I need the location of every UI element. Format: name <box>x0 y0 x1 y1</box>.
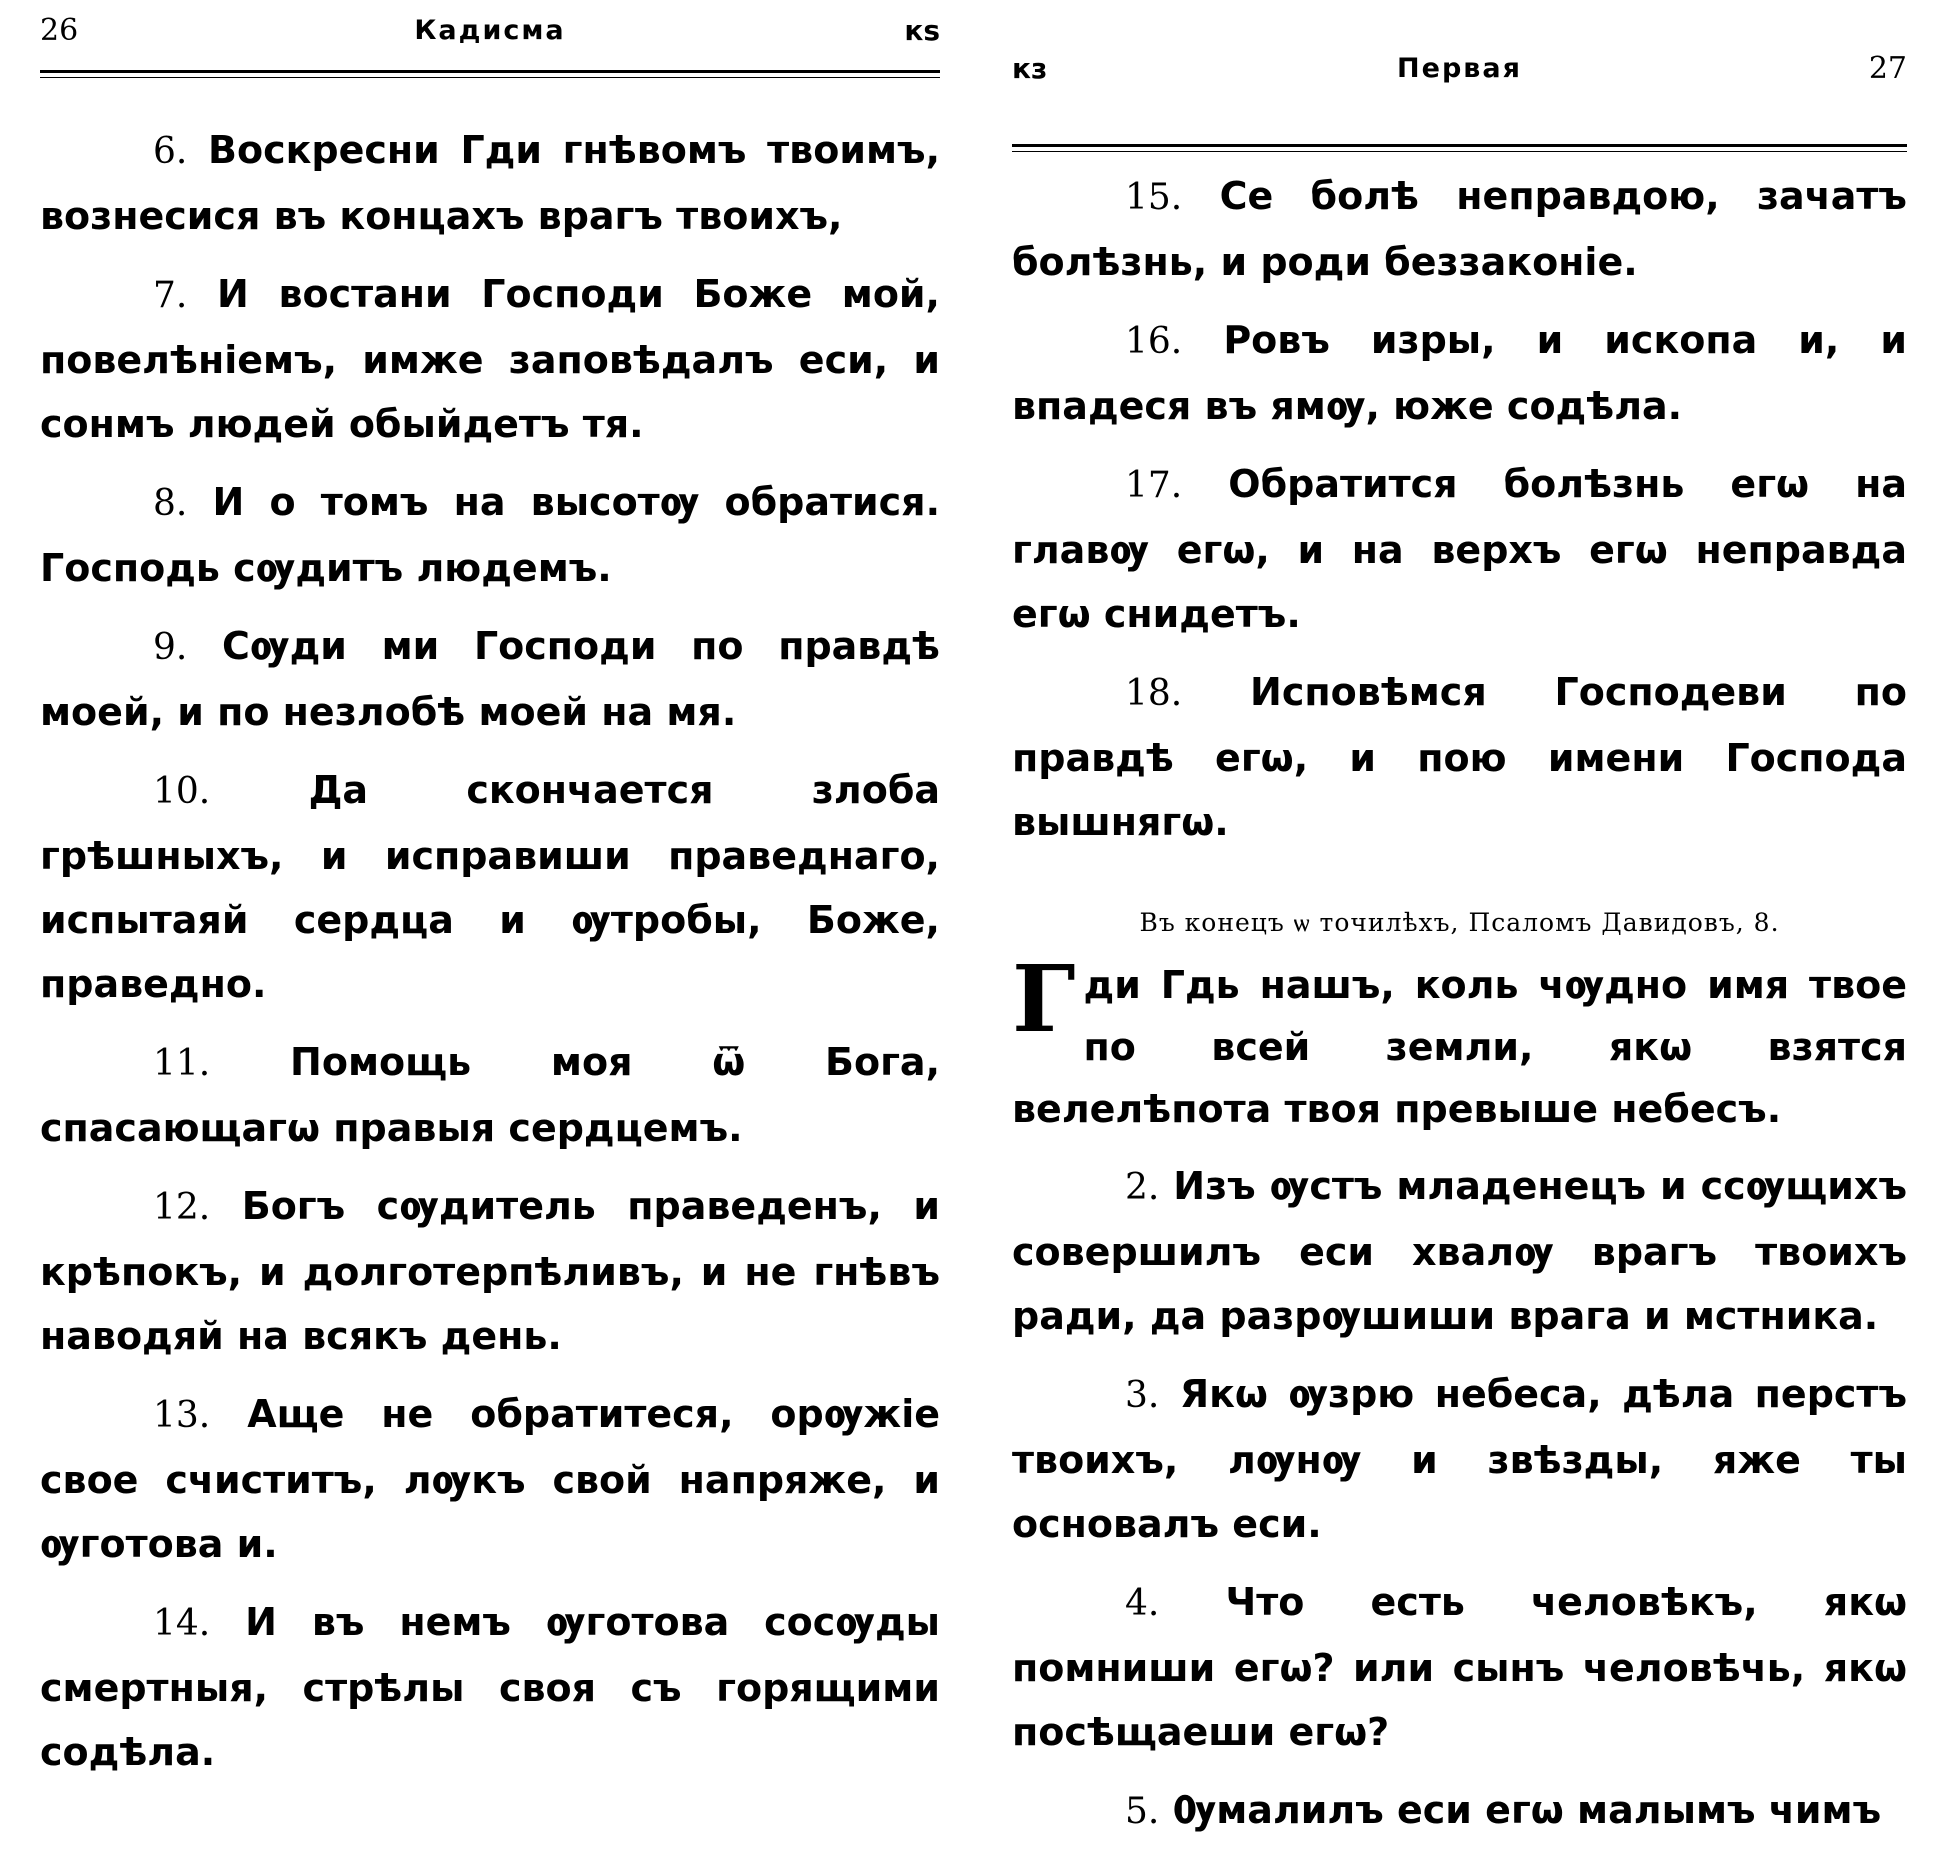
verse-text: Сѹди ми Господи по правдѣ моей, и по незлобѣ моей на мя. <box>40 624 940 734</box>
left-page <box>40 0 941 1774</box>
left-verses <box>40 118 940 1798</box>
page-number: 26 <box>40 13 79 48</box>
verse-number: 9. <box>153 627 188 668</box>
psalm-heading: Въ конецъ ѡ точилѣхъ, Псаломъ Давидовъ, 8. <box>1139 908 1780 937</box>
verse-number: 11. <box>153 1043 211 1084</box>
verse-number: 15. <box>1125 177 1183 218</box>
verse-text: ди Гдь нашъ, коль чѹдно имя твое по всей земли, якѡ взятся велелѣпота твоя превыше небесъ. <box>1012 963 1907 1131</box>
verse-number: 13. <box>153 1395 211 1436</box>
verse <box>40 1590 940 1784</box>
verse-number: 3. <box>1125 1375 1160 1416</box>
verse-text: Помощь моя ѿ Бога, спасающагѡ правыя сердцемъ. <box>40 1040 940 1150</box>
verse-text: Воскресни Гди гнѣвомъ твоимъ, вознесися въ концахъ врагъ твоихъ, <box>40 128 940 238</box>
verse <box>40 1030 940 1160</box>
verse <box>1012 452 1907 646</box>
verse-text: Ѹмалилъ еси егѡ малымъ чимъ <box>1172 1788 1882 1832</box>
running-title: Кадисма <box>414 15 566 46</box>
psalm-opening <box>1012 945 1907 1140</box>
verse <box>1012 308 1907 438</box>
verse-number: 16. <box>1125 321 1183 362</box>
right-page <box>1012 0 1908 1832</box>
verse <box>40 118 940 248</box>
verse <box>1012 164 1907 294</box>
header-rule <box>40 70 940 73</box>
verse <box>1012 1570 1907 1764</box>
verse-text: Аще не обратитеся, орѹжіе свое счиститъ, лѹкъ свой напряже, и ѹготова и. <box>40 1392 940 1566</box>
verse-text: Ровъ изры, и ископа и, и впадеся въ ямѹ, юже содѣла. <box>1012 318 1907 428</box>
verse <box>40 614 940 744</box>
header-rule-thin <box>40 77 940 78</box>
verse-text: Се болѣ неправдою, зачатъ болѣзнь, и роди беззаконіе. <box>1012 174 1907 284</box>
verse <box>1012 1362 1907 1556</box>
left-page-header <box>40 0 940 62</box>
verse-number: 5. <box>1125 1791 1160 1832</box>
verse-number: 14. <box>153 1603 211 1644</box>
verse-number: 7. <box>153 275 188 316</box>
folio-numeral: кѕ <box>904 14 940 47</box>
verse <box>40 1382 940 1576</box>
verse <box>40 758 940 1016</box>
header-rule-thin <box>1012 151 1907 152</box>
verse-text: Обратится болѣзнь егѡ на главѹ егѡ, и на верхъ егѡ неправда егѡ снидетъ. <box>1012 462 1907 636</box>
drop-cap: Г <box>1012 945 1076 1053</box>
verse-text: Богъ сѹдитель праведенъ, и крѣпокъ, и долготерпѣливъ, и не гнѣвъ наводяй на всякъ день. <box>40 1184 940 1358</box>
verse <box>40 470 940 600</box>
verse-number: 6. <box>153 131 188 172</box>
right-verses <box>1012 164 1907 1858</box>
verse <box>40 1174 940 1368</box>
verse-number: 2. <box>1125 1167 1160 1208</box>
verse <box>1012 1154 1907 1348</box>
verse-text: И о томъ на высотѹ обратися. Господь сѹдитъ людемъ. <box>40 480 940 590</box>
verse-number: 18. <box>1125 673 1183 714</box>
verse-text: Якѡ ѹзрю небеса, дѣла перстъ твоихъ, лѹнѹ и звѣзды, яже ты основалъ еси. <box>1012 1372 1907 1546</box>
header-rule <box>1012 144 1907 147</box>
verse <box>1012 1778 1907 1844</box>
verse-text: Изъ ѹстъ младенецъ и ссѹщихъ совершилъ еси хвалѹ врагъ твоихъ ради, да разрѹшиши врага и мстника. <box>1012 1164 1907 1338</box>
verse-text: Исповѣмся Господеви по правдѣ егѡ, и пою имени Господа вышнягѡ. <box>1012 670 1907 844</box>
verse-number: 8. <box>153 483 188 524</box>
folio-numeral: кз <box>1012 52 1048 85</box>
right-page-header <box>1012 38 1907 100</box>
verse-text: И востани Господи Боже мой, повелѣніемъ, имже заповѣдалъ еси, и сонмъ людей обыйдетъ тя. <box>40 272 940 446</box>
verse-text: Да скончается злоба грѣшныхъ, и исправиши праведнаго, испытаяй сердца и ѹтробы, Боже, праведно. <box>40 768 940 1006</box>
verse-number: 17. <box>1125 465 1183 506</box>
verse <box>1012 660 1907 854</box>
running-title: Первая <box>1397 53 1522 84</box>
verse <box>40 262 940 456</box>
verse-text: Что есть человѣкъ, якѡ помниши егѡ? или сынъ человѣчь, якѡ посѣщаеши егѡ? <box>1012 1580 1908 1754</box>
page-number: 27 <box>1868 51 1907 86</box>
verse-number: 10. <box>153 771 211 812</box>
verse-number: 4. <box>1125 1583 1160 1624</box>
verse-number: 12. <box>153 1187 211 1228</box>
verse-text: И въ немъ ѹготова сосѹды смертныя, стрѣлы своя съ горящими содѣла. <box>40 1600 941 1774</box>
